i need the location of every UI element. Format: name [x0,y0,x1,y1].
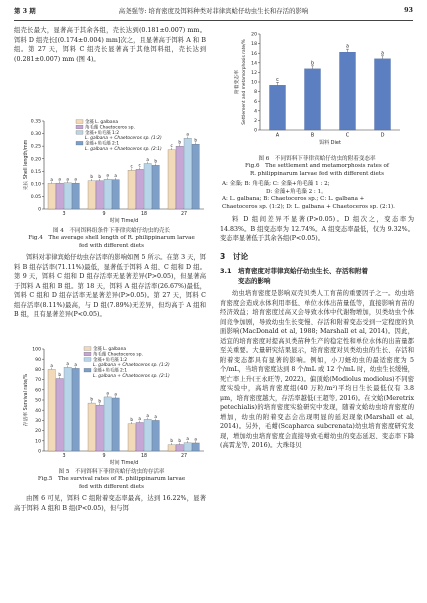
legend-swatch [84,358,91,362]
y-tick-label: 0 [38,449,41,455]
significance-letter: b [98,398,102,404]
significance-letter: a [114,391,117,397]
y-tick-label: 0.35 [30,119,41,125]
bar [176,146,183,209]
legend-entry: 角毛藻 Chaetoceros sp. [85,125,135,131]
figure-4-caption-en-2: fed with different diets [78,242,144,249]
y-tick-label: 0.25 [30,144,41,150]
header-rule [14,20,413,21]
significance-letter: a [114,172,117,178]
figure-4-chart [14,117,209,225]
section-3-heading: 3 讨论 [220,251,249,261]
bar [168,150,175,209]
y-tick-label: 40 [35,408,41,414]
significance-letter: b [170,438,174,444]
figure-5-caption [14,469,209,491]
bar [128,170,135,209]
significance-letter: a [106,172,109,178]
bar [176,444,183,451]
significance-letter: a [186,436,189,442]
bar [56,378,63,451]
y-tick-label: 30 [35,419,41,424]
significance-letter: c [170,143,173,149]
legend-entry: L. galbana + Chaetoceros sp. (1:2) [85,136,162,142]
bar [112,180,119,209]
diet-key-line-2: D: 金藻+角毛藻 2 : 1。 [266,188,327,195]
significance-letter: a [50,176,53,182]
legend-entry: L. galbana + Chaetoceros sp. (2:1) [93,374,170,379]
figure-5-chart [14,345,209,467]
y-tick-label: 20 [35,429,41,435]
significance-letter: a [66,176,69,182]
significance-letter: b [178,139,182,145]
legend-entry: 金藻 L. galbana [93,347,127,352]
significance-letter: a [146,156,149,162]
legend-entry: 角毛藻 Chaetoceros sp. [93,352,143,358]
y-tick-label: 0 [38,207,41,213]
y-tick-label: 10 [35,439,41,445]
y-tick-label: 0.20 [30,157,41,163]
significance-letter: b [130,417,134,423]
figure-6-caption [220,156,414,178]
bar [56,183,63,209]
running-title: 高尧强等: 培育密度及饵料种类对菲律宾蛤仔幼虫生长和存活的影响 [118,7,309,15]
diet-key [222,181,414,211]
y-tick-label: 70 [35,378,41,384]
y-axis-label-cn: 附着变态率 [235,70,240,94]
bar [128,424,135,451]
legend-entry: L. galbana + Chaetoceros sp. (1:2) [93,363,170,369]
section-3-1-heading-line-2: 变态的影响 [238,277,271,285]
legend-swatch [76,141,83,145]
bar [152,165,159,209]
significance-letter: a [154,413,157,419]
significance-letter: b [98,173,102,179]
x-tick-label: 18 [140,454,148,459]
y-tick-label: 6 [254,99,257,105]
y-tick-label: 60 [35,388,41,394]
bar [48,369,55,451]
legend-swatch [84,347,91,351]
y-tick-label: 16 [251,51,257,57]
significance-letter: a [58,176,61,182]
bar [96,405,103,451]
bar [144,419,151,451]
figure-6-chart [222,26,412,152]
diet-key-line-1: A: 金藻; B: 角毛藻; C: 金藻+角毛藻 1 : 2; [222,181,330,187]
significance-letter: b [90,396,94,402]
section-3-1-heading-line-1: 3.1 培育密度对菲律宾蛤仔幼虫生长、存活和附着 [220,267,369,275]
y-tick-label: 80 [35,368,41,373]
bar [88,181,95,209]
legend-swatch [76,125,83,129]
bar [72,368,79,451]
bar [270,85,286,130]
bar [104,179,111,209]
x-axis-label: 饵料 Diet [319,140,341,146]
diet-key-line-3: A: L. galbana; B: Chaetoceros sp.; C: L. galbana + [222,196,365,203]
left-column-3 [14,494,206,513]
y-tick-label: 12 [251,71,257,76]
figure-6-caption-en-2: R. philippinarum larvae fed with different diets [250,170,384,177]
significance-letter: a [186,131,189,137]
bar [64,367,71,451]
left-column-2 [14,253,206,320]
figure-6-caption-en-1: Fig.6 The settlement and metamorphosis rates of [245,163,389,170]
legend-swatch [84,352,91,356]
figure-4-caption-cn: 图 4 不同饵料组条件下菲律宾蛤仔幼虫的壳长 [52,228,171,234]
figure-6-caption-cn: 图 6 不同饵料下菲律宾蛤仔幼虫的附着变态率 [258,156,376,162]
significance-letter: b [58,371,62,377]
running-header [14,6,413,18]
x-axis-label: 时间 Time/d [109,460,139,466]
bar [136,169,143,209]
x-tick-label: D [380,132,385,139]
legend-entry: 金藻+角毛藻 1:2 [93,357,128,363]
y-tick-label: 0.30 [30,132,41,138]
bar [144,163,151,209]
legend-swatch [76,120,83,124]
legend-entry: 金藻 L. galbana [85,120,119,125]
bar [192,443,199,451]
significance-letter: b [178,437,182,443]
y-tick-label: 2 [254,119,257,124]
significance-letter: c [138,162,141,168]
bar [112,398,119,451]
bar [136,422,143,451]
y-tick-label: 0 [254,128,257,134]
x-tick-label: 3 [62,212,66,217]
legend-swatch [76,131,83,135]
x-tick-label: 27 [180,454,188,459]
x-tick-label: 9 [102,212,106,217]
y-axis-label-en: Settlement and metamorphosis rate/% [242,39,247,125]
significance-letter: a [346,44,349,50]
y-tick-label: 4 [254,109,257,115]
figure-5-caption-en-2: fed with different diets [78,483,144,490]
significance-letter: b [154,158,158,164]
significance-letter: a [50,362,53,368]
y-tick-label: 0.05 [30,195,41,201]
x-tick-label: C [345,132,350,139]
bar [88,403,95,451]
y-tick-label: 50 [35,398,41,404]
y-axis-label: 壳长 Shell length/mm [24,139,29,191]
significance-letter: c [130,163,133,169]
y-tick-label: 100 [32,347,41,353]
bar [192,144,199,209]
legend-swatch [84,368,91,372]
bar [104,397,111,451]
x-tick-label: A [275,132,280,139]
right-column [220,215,414,451]
y-axis-label: 存活率 Survival rate/% [24,373,29,427]
figure-4-caption-en-1: Fig.4 The average shell length of R. philippinarum larvae [28,235,195,242]
diet-key-line-4: Chaetoceros sp. (1:2); D: L. galbana + Chaetoceros sp. (2:1). [222,203,395,210]
figure-4-caption [14,228,209,250]
y-tick-label: 14 [251,61,257,67]
x-tick-label: 27 [180,212,188,217]
significance-letter: a [74,361,77,367]
left-para-3: 由图 6 可见，饵料 C 组附着变态率最高，达到 16.22%，显著高于饵料 A 组和 B 组(P<0.05)，但与饵 [14,495,206,512]
x-axis-label: 时间 Time/d [109,218,139,224]
legend-entry: L. galbana + Chaetoceros sp. (2:1) [85,147,162,152]
page-number: 93 [404,6,413,14]
y-tick-label: 18 [251,42,257,48]
bar [168,445,175,451]
y-tick-label: 8 [254,90,257,96]
legend-entry: 金藻+角毛藻 2:1 [93,368,128,374]
legend-entry: 金藻+角毛藻 1:2 [85,130,120,136]
significance-letter: b [310,61,315,67]
left-para-2: 饵料对菲律宾蛤仔幼虫存活率的影响如图 5 所示。在第 3 天，饵料 B 组存活率(71.11%)最低，显著低于饵料 A 组、C 组和 D 组。第 9 天，饵料 C 组和 D 组存活率无显著差异(P>0.05)，但显著高于饵料 A 组和 B 组。第 18 天，饵料 A 组存活率(26.67%)最低，饵料 C 组和 D 组存活率无显著差异(P>0.05)。第 27 天，饵料 C 组存活率(8.11%)最高，与 D 组(7.89%)无差异，但均高于 A 组和 B 组，且有显著差异(P<0.05)。 [14,254,206,318]
right-para-1: 料 D 组间差异不显著(P>0.05)。D 组次之，变态率为 14.83%。B 组变态率为 12.74%。A 组变态率最低，仅为 9.32%。变态率显著低于其余各组(P<0.05)。 [220,216,414,242]
y-tick-label: 90 [35,357,41,363]
significance-letter: b [194,137,198,143]
bar [375,59,391,130]
significance-letter: a [381,51,384,57]
issue-number: 第 3 期 [14,7,36,15]
x-tick-label: 3 [62,454,66,459]
bar [340,52,356,130]
x-tick-label: 9 [102,454,106,459]
significance-letter: c [276,77,279,83]
figure-5-caption-cn: 图 5 不同饵料下菲律宾蛤仔幼虫的存活率 [58,469,165,475]
right-para-2: 幼虫培育密度是影响双壳贝类人工育苗的重要因子之一。幼虫培育密度会造成水体利用率低、单位水体出苗量低等，直接影响育苗的经济效益；培育密度过高又会导致水体中代谢物增加，贝类幼虫个体间竞争加剧，导致幼虫生长变慢、存活和附着变态受到一定程度的负面影响(MacDonald et al, 1988; Marshall et al, 2014)。因此，适宜的培育密度对提高贝类苗种生产的稳定性和单位水体的出苗量都至关重要。大量研究结果显示，培育密度对贝类幼虫的生长、存活和附着变态都具有显著的影响。例如，小刀蛏幼虫的最适密度为 5 个/mL，当培育密度达到 8 个/mL 或 12 个/mL 时，幼虫生长缓慢，死亡率上升(王永旺等, 2022)。偏顶蛤(Modiolus modiolus)不同密度实验中，高培育密度组(40 万粒/m²)平均日生长最低仅有 3.8 μm，培育密度越大，存活率越低(王超等, 2016)。在文蛤(Meretrix petechialis)的培育密度实验研究中发现，随着文蛤幼虫培育密度的增加，幼虫的附着变态会出现明显的延迟现象(Marshall et al, 2014)。另外，毛蚶(Scapharca subcrenata)幼虫培育密度研究发现，增加幼虫培育密度会直接导致毛蚶幼虫的变态延迟、变态率下降(高霄龙等, 2016)。大珠母贝 [220,290,414,449]
bar [64,183,71,209]
bar [48,183,55,209]
significance-letter: a [138,415,141,421]
significance-letter: a [194,436,197,442]
bar [305,69,321,130]
bar [184,443,191,451]
y-tick-label: 10 [251,80,257,86]
y-tick-label: 20 [251,32,257,38]
left-para-1: 组壳长最大，显著高于其余各组，壳长达到(0.181±0.007) mm。饵料 D 组壳长[(0.174±0.004) mm]次之，且显著高于饵料 A 和 B 组。第 27 天，饵料 C 组壳长显著高于其他饵料组，壳长达到(0.281±0.007) mm (图 4)。 [14,27,206,63]
figure-5-caption-en-1: Fig.5 The survival rates of R. philippinarum larvae [37,476,186,483]
bar [152,420,159,451]
y-tick-label: 0.15 [30,169,41,175]
legend-entry: 金藻+角毛藻 2:1 [85,141,120,147]
x-tick-label: B [310,132,315,139]
bar [96,181,103,209]
section-3-1-heading [220,266,414,286]
significance-letter: b [90,174,94,180]
y-tick-label: 0.10 [30,182,41,188]
left-column [14,26,206,64]
significance-letter: a [66,360,69,366]
bar [184,138,191,209]
x-tick-label: 18 [140,212,148,217]
significance-letter: a [146,412,149,418]
bar [72,183,79,209]
significance-letter: a [106,390,109,396]
significance-letter: a [74,176,77,182]
